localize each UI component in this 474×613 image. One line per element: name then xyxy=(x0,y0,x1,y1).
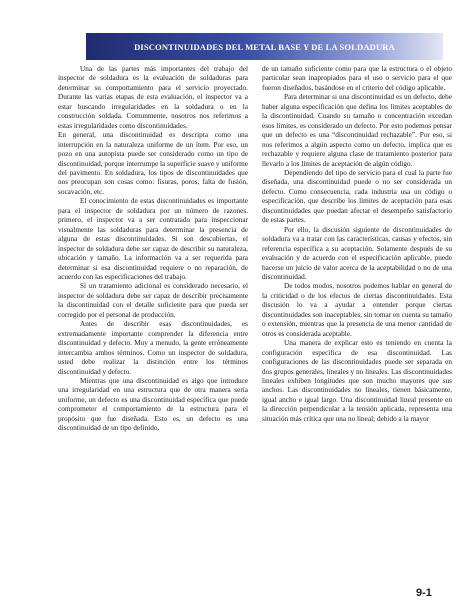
left-text-column xyxy=(58,65,248,434)
paragraph: de un tamaño suficiente como para que la estructura o el objeto particular sean inapropiados para el uso o servicio para el que fueron diseñados, basándose en el criterio del código aplicable. xyxy=(262,65,452,92)
page-number: 9-1 xyxy=(416,587,432,599)
paragraph: De todos modos, nosotros podemos hablar en general de la criticidad o de los efectos de ciertas discontinuidades. Esta discusión lo va a ayudar a entender porque ciertas discontinuidades son inaceptables, sin tomar en cuenta su tamaño o extensión, mientras que la presencia de una menor cantidad de otros es considerada aceptable. xyxy=(262,282,452,338)
paragraph: Antes de describir esas discontinuidades, es extremadamente importante comprender la diferencia entre discontinuidad y defecto. Muy a menudo, la gente erróneamente intercambia ambos términos. Como un inspector de soldadura, usted debe realizar la distinción entre los términos discontinuidad y defecto. xyxy=(58,320,248,376)
paragraph: Una manera de explicar esto es teniendo en cuenta la configuración específica de esa discontinuidad. Las configuraciones de las discontinuidades puede ser separada en dos grupos generales, lineales y no lineales. Las discontinuidades lineales exhiben longitudes que son mucho mayores que sus anchos. Las discontinuidades no lineales, tienen básicamente, igual ancho e igual largo. Una discontinuidad lineal presente en la dirección perpendicular a la tensión aplicada, representa una situación más crítica que una no lineal; debido a la mayor xyxy=(262,339,452,423)
paragraph: Mientras que una discontinuidad es algo que introduce una irregularidad en una estructura que de otra manera sería uniforme, un defecto es una discontinuidad específica que puede comprometer el comportamiento de la estructura para el propósito que fue diseñada. Esto es, un defecto es una discontinuidad de un tipo definido, xyxy=(58,376,248,433)
paragraph: En general, una discontinuidad es descripta como una interrupción en la naturaleza uniforme de un ítem. Por eso, un pozo en una autopista puede ser considerado como un tipo de discontinuidad, porque interrumpe la superficie suave y uniforme del pavimento. En soldadura, los tipos de discontinuidades que nos preocupan son cosas como: fisuras, poros, falta de fusión, socavación, etc. xyxy=(58,131,248,196)
paragraph: Dependiendo del tipo de servicio para el cual la parte fue diseñada, una discontinuidad puede o no ser considerada un defecto. Como consecuencia, cada industria usa un código o especificación, que describe los límites de aceptación para esas discontinuidades que puedan afectar el desempeño satisfactorio de estas partes. xyxy=(262,168,452,225)
paragraph: Una de las partes más importantes del trabajo del inspector de soldadura es la evaluación de soldaduras para determinar su comportamiento para el servicio proyectado. Durante las varias etapas de esta evaluación, el inspector va a estar buscando irregularidades en la soldadura o en la construcción soldada. Comunmente, nosotros nos referimos a estas irregularidades como discontinuidades. xyxy=(58,65,248,130)
paragraph: Si un tratamiento adicional es considerado necesario, el inspector de soldadura debe ser capaz de describir precisamente la discontinuidad con el detalle suficiente para que pueda ser corregido por el personal de producción. xyxy=(58,282,248,319)
paragraph: El conocimiento de estas discontinuidades es importante para el inspector de soldadura por un número de razones. primero, el inspector va a ser contratado para inspeccionar visualmente las soldaduras para determinar la presencia de alguna de estas discontinuidades. Si son descubiertas, el inspector de soldadura debe ser capaz de describir su naturaleza, ubicación y tamaño. La información va a ser requerida para determinar si esa discontinuidad requiere o no reparación, de acuerdo con las especificaciones del trabajo. xyxy=(58,197,248,281)
paragraph: Para determinar si una discontinuidad es un defecto, debe haber alguna especificación que defina los límites aceptables de la discontinuidad. Cuando su tamaño o concentración excedan esos límites, es considerado un defecto. Por esto podemos pensar que un defecto es una “discontinuidad rechazable”. Por eso, si nos referimos a algún aspecto como un defecto, implica que es rechazable y requiere alguna clase de tratamiento posterior para llevarlo a los límites de aceptación de algún código. xyxy=(262,93,452,168)
page-header-banner xyxy=(86,33,443,60)
right-text-column xyxy=(262,65,452,424)
header-title: DISCONTINUIDADES DEL METAL BASE Y DE LA SOLDADURA xyxy=(134,41,395,52)
paragraph: Por ello, la discusión siguiente de discontinuidades de soldadura va a tratar con las características, causas y efectos, sin referencia específica a su aceptación. Solamente después de su evaluación y de acuerdo con el especificación aplicable, puede hacerse un juicio de valor acerca de la aceptabilidad o no de una discontinuidad. xyxy=(262,225,452,281)
